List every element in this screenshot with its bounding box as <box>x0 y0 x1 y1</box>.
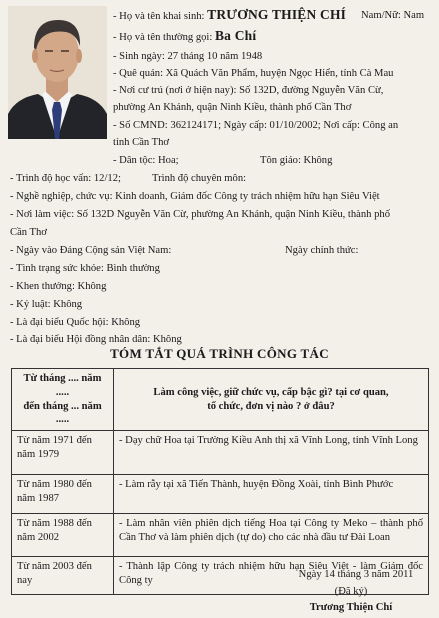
period-cell: Từ năm 1980 đến năm 1987 <box>12 475 114 514</box>
workplace-line-2: Cần Thơ <box>10 227 47 238</box>
table-row <box>12 431 429 475</box>
hometown: - Quê quán: Xã Quách Văn Phẩm, huyện Ngọc Hiển, tỉnh Cà Mau <box>113 68 394 79</box>
ethnicity: - Dân tộc: Hoa; <box>113 155 179 166</box>
id-line-2: tỉnh Cần Thơ <box>113 137 170 148</box>
birth-name-row <box>113 6 346 24</box>
peoples-council-delegate: - Là đại biểu Hội đồng nhân dân: Không <box>10 334 182 345</box>
signature-status: (Đã ký) <box>334 586 368 597</box>
period-column-header <box>12 369 114 431</box>
common-name-row <box>113 27 256 45</box>
period-header-line-1: Từ tháng .... năm ..... <box>23 373 102 398</box>
table-header-row <box>12 369 429 431</box>
occupation: - Nghề nghiệp, chức vụ: Kinh doanh, Giám đốc Công ty trách nhiệm hữu hạn Siêu Việt <box>10 191 380 202</box>
specialty: Trình độ chuyên môn: <box>152 173 247 184</box>
birth-name: TRƯƠNG THIỆN CHÍ <box>207 7 347 22</box>
portrait-photo <box>8 6 107 139</box>
signatory-name: Trương Thiện Chí <box>309 602 393 613</box>
work-cell: - Thành lập Công ty trách nhiệm hữu hạn Siêu Việt - làm Giám đốc Công ty <box>114 557 429 595</box>
party-admission-date: - Ngày vào Đảng Cộng sản Việt Nam: <box>10 245 172 256</box>
work-column-header <box>114 369 429 431</box>
awards: - Khen thưởng: Không <box>10 281 107 292</box>
workplace-line-1: - Nơi làm việc: Số 132D Nguyễn Văn Cừ, phường An Khánh, quận Ninh Kiều, thành phố <box>10 209 390 220</box>
common-name: Ba Chí <box>214 28 257 43</box>
residence-line-1: - Nơi cư trú (nơi ở hiện nay): Số 132D, đường Nguyễn Văn Cừ, <box>113 85 384 96</box>
work-history-table <box>11 368 429 595</box>
period-header-line-2: đến tháng ... năm ..... <box>23 400 102 426</box>
work-header-line-2: tổ chức, đơn vị nào ? ở đâu? <box>207 400 335 412</box>
religion: Tôn giáo: Không <box>260 155 333 166</box>
signature-date: Ngày 14 tháng 3 năm 2011 <box>298 569 414 580</box>
national-assembly-delegate: - Là đại biểu Quốc hội: Không <box>10 317 141 328</box>
birth-name-label: - Họ và tên khai sinh: <box>113 11 208 22</box>
party-official-date: Ngày chính thức: <box>285 245 359 256</box>
table-row <box>12 475 429 514</box>
work-history-title: TÓM TẮT QUÁ TRÌNH CÔNG TÁC <box>110 346 329 361</box>
work-header-line-1: Làm công việc, giữ chức vụ, cấp bậc gì? tại cơ quan, <box>153 386 389 398</box>
education: - Trình độ học vấn: 12/12; <box>10 173 121 184</box>
sex-field: Nam/Nữ: Nam <box>361 10 425 21</box>
health-status: - Tình trạng sức khỏe: Bình thường <box>10 263 160 274</box>
work-cell: - Làm rẫy tại xã Tiến Thành, huyện Đồng Xoài, tỉnh Bình Phước <box>114 475 429 514</box>
residence-line-2: phường An Khánh, quận Ninh Kiều, thành phố Cần Thơ <box>113 102 352 113</box>
discipline: - Kỷ luật: Không <box>10 299 83 310</box>
id-line-1: - Số CMND: 362124171; Ngày cấp: 01/10/2002; Nơi cấp: Công an <box>113 120 399 131</box>
work-cell: - Dạy chữ Hoa tại Trường Kiều Anh thị xã Vĩnh Long, tỉnh Vĩnh Long <box>114 431 429 475</box>
table-row <box>12 514 429 557</box>
birth-date: - Sinh ngày: 27 tháng 10 năm 1948 <box>113 51 263 62</box>
period-cell: Từ năm 1971 đến năm 1979 <box>12 431 114 475</box>
period-cell: Từ năm 2003 đến nay <box>12 557 114 595</box>
common-name-label: - Họ và tên thường gọi: <box>113 32 215 43</box>
work-cell: - Làm nhân viên phiên dịch tiếng Hoa tại Công ty Meko – thành phố Cần Thơ và làm phiên dịch (tự do) cho các nhà đầu tư Đài Loan <box>114 514 429 557</box>
portrait-illustration <box>8 6 107 139</box>
period-cell: Từ năm 1988 đến năm 2002 <box>12 514 114 557</box>
